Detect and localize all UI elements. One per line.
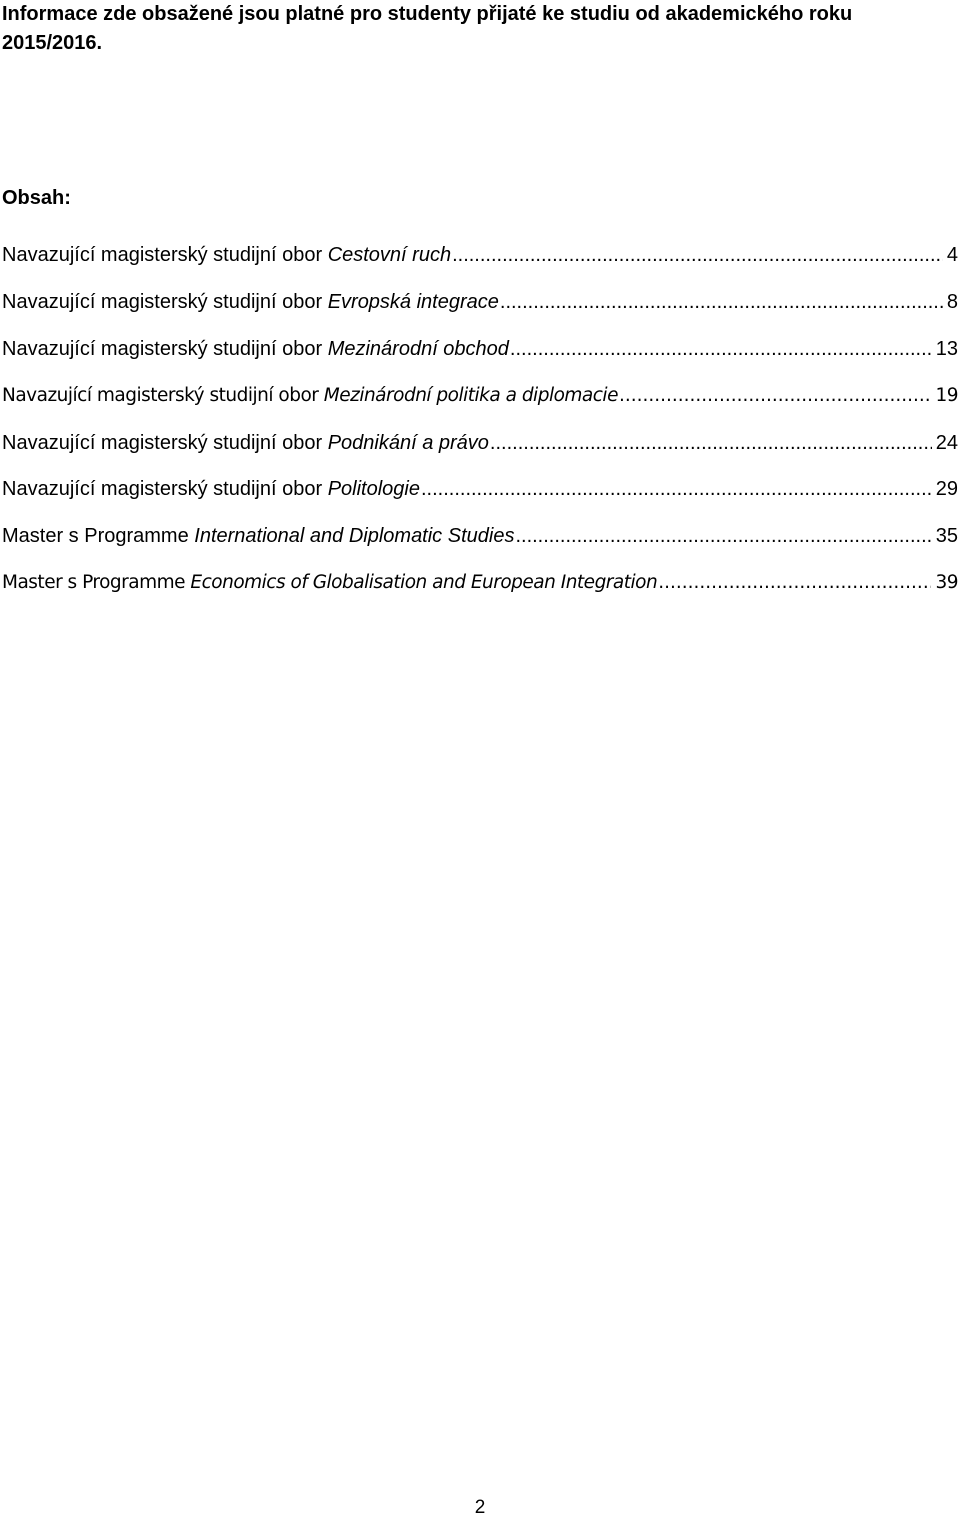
toc-entry-international-diplomatic-studies[interactable] bbox=[2, 525, 958, 572]
toc-dot-leader bbox=[421, 478, 932, 501]
toc-entry-mezinarodni-obchod[interactable] bbox=[2, 338, 958, 385]
toc-entry-cestovni-ruch[interactable] bbox=[2, 244, 958, 291]
toc-entry-page: 24 bbox=[935, 431, 958, 454]
toc-entry-prefix: Master s Programme bbox=[2, 525, 195, 548]
toc-entry-title: Mezinárodní obchod bbox=[327, 337, 509, 360]
toc-entry-prefix: Navazující magisterský studijní obor bbox=[2, 244, 328, 266]
toc-entry-title: Economics of Globalisation and European Integration bbox=[190, 572, 658, 594]
toc-entry-podnikani-a-pravo[interactable] bbox=[2, 432, 958, 479]
toc-entry-prefix: Navazující magisterský studijní obor bbox=[2, 337, 328, 360]
toc-entry-text bbox=[2, 525, 514, 548]
toc-entry-title: Podnikání a právo bbox=[327, 431, 489, 454]
toc-entry-text bbox=[2, 432, 489, 455]
toc-entry-prefix: Navazující magisterský studijní obor bbox=[2, 431, 328, 454]
toc-entry-page: 19 bbox=[935, 384, 958, 406]
toc-entry-title: International and Diplomatic Studies bbox=[194, 525, 515, 548]
toc-entry-title: Politologie bbox=[327, 478, 420, 501]
toc-entry-title: Evropská integrace bbox=[327, 290, 499, 313]
toc-entry-page: 4 bbox=[946, 244, 958, 266]
table-of-contents bbox=[2, 244, 958, 619]
toc-entry-text bbox=[2, 338, 509, 361]
toc-heading: Obsah: bbox=[2, 187, 71, 209]
toc-entry-page: 39 bbox=[935, 572, 958, 594]
toc-entry-text bbox=[2, 478, 420, 501]
toc-dot-leader bbox=[490, 432, 932, 455]
toc-entry-title: Mezinárodní politika a diplomacie bbox=[323, 384, 618, 406]
toc-dot-leader bbox=[500, 291, 943, 314]
toc-entry-page: 29 bbox=[935, 478, 958, 501]
toc-entry-evropska-integrace[interactable] bbox=[2, 291, 958, 338]
toc-entry-prefix: Navazující magisterský studijní obor bbox=[2, 290, 328, 313]
toc-entry-prefix: Navazující magisterský studijní obor bbox=[2, 384, 324, 406]
toc-entry-text bbox=[2, 572, 657, 593]
page-number: 2 bbox=[474, 1497, 486, 1518]
toc-entry-page: 35 bbox=[935, 525, 958, 548]
toc-entry-mezinarodni-politika[interactable] bbox=[2, 385, 958, 432]
toc-dot-leader bbox=[452, 244, 943, 267]
toc-dot-leader bbox=[619, 385, 931, 406]
toc-entry-title: Cestovní ruch bbox=[327, 244, 452, 266]
toc-dot-leader bbox=[658, 572, 931, 593]
toc-entry-page: 13 bbox=[935, 337, 958, 360]
toc-dot-leader bbox=[515, 525, 931, 548]
toc-dot-leader bbox=[510, 338, 932, 361]
validity-notice: Informace zde obsažené jsou platné pro studenty přijaté ke studiu od akademického roku 2015/2016. bbox=[2, 3, 853, 54]
toc-entry-text bbox=[2, 385, 618, 406]
toc-entry-prefix: Navazující magisterský studijní obor bbox=[2, 478, 328, 501]
toc-entry-page: 8 bbox=[946, 290, 958, 313]
toc-entry-text bbox=[2, 291, 499, 314]
toc-entry-economics-of-globalisation[interactable] bbox=[2, 572, 958, 619]
toc-entry-prefix: Master s Programme bbox=[2, 572, 191, 594]
toc-entry-text bbox=[2, 244, 451, 267]
toc-entry-politologie[interactable] bbox=[2, 478, 958, 525]
